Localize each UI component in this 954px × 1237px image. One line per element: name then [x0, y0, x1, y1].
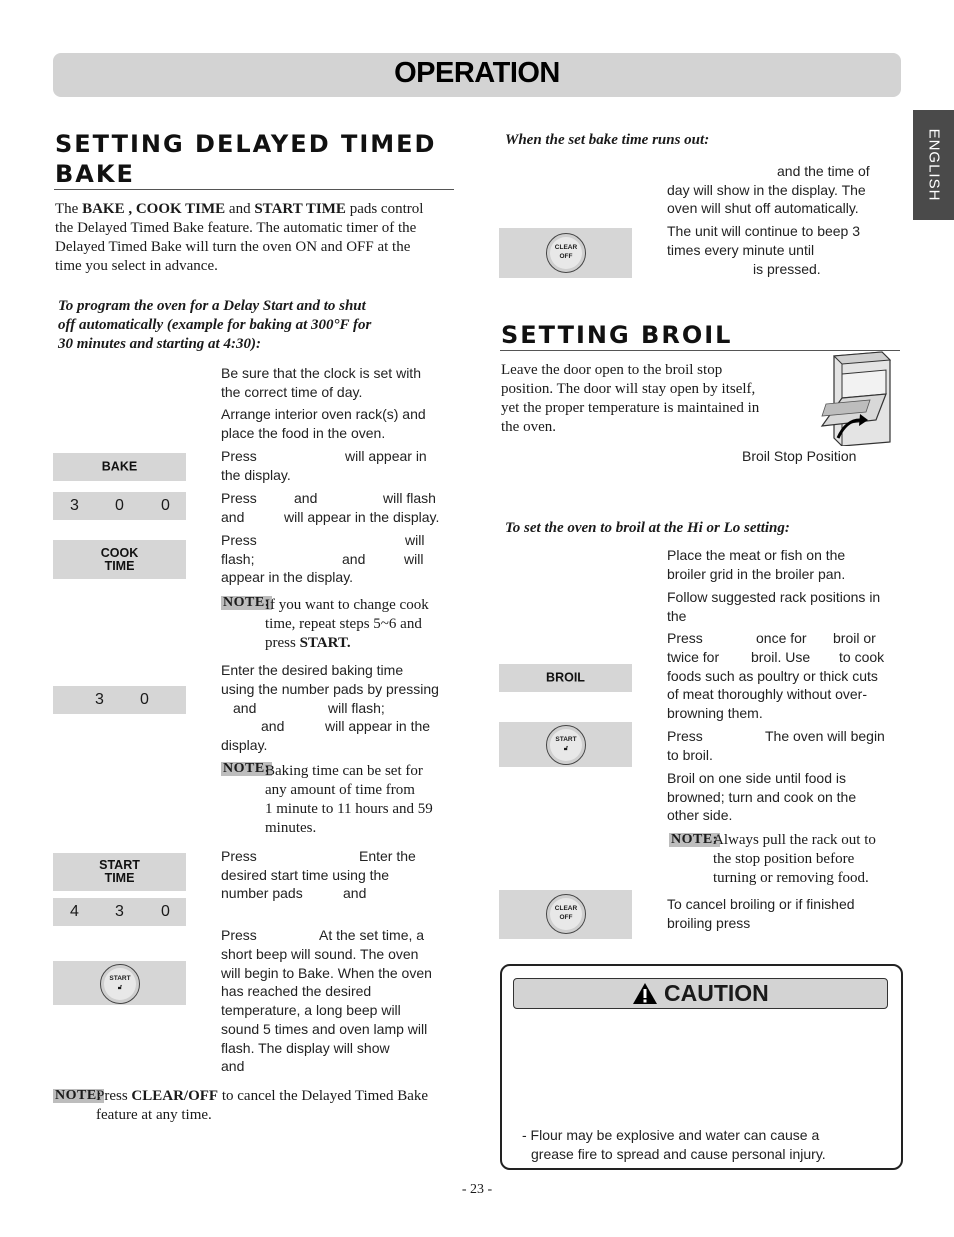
start-button[interactable]: START 🔓︎	[100, 964, 140, 1004]
digit-3: 3	[95, 691, 104, 708]
note-pull-rack: NOTE: Always pull the rack out to the stop position before turning or removing food.	[671, 832, 876, 886]
program-heading: To program the oven for a Delay Start and to shut off automatically (example for baking at 300°F for 30 minutes and starting at 4:30):	[58, 298, 372, 352]
oven-broil-stop-illustration	[816, 350, 892, 446]
clear-off-pad[interactable]	[499, 228, 632, 278]
warning-triangle-icon	[632, 982, 658, 1005]
broil-step-2: Follow suggested rack positions in the	[667, 589, 881, 624]
language-tab	[913, 110, 954, 220]
lock-icon: 🔓︎	[117, 984, 123, 991]
step-1: Be sure that the clock is set with the correct time of day.	[221, 365, 421, 400]
step-6: Enter the desired baking time using the number pads by pressing and will flash; and will appear in the display.	[221, 662, 439, 753]
digit-4: 4	[70, 903, 79, 920]
cook-time-pad[interactable]: COOK TIME	[53, 540, 186, 579]
step-3: Press will appear in the display.	[221, 448, 427, 483]
section-title-delayed-bake-line2: BAKE	[55, 160, 135, 188]
section-title-broil: SETTING BROIL	[501, 321, 733, 349]
start-pad[interactable]	[499, 722, 632, 767]
section-title-delayed-bake-line1: SETTING DELAYED TIMED	[55, 130, 437, 158]
intro-paragraph: The BAKE , COOK TIME and START TIME pads control the Delayed Timed Bake feature. The automatic timer of the Delayed Timed Bake will turn the oven ON and OFF at the time you select in advance.	[55, 201, 424, 274]
digit-0: 0	[140, 691, 149, 708]
language-tab-label: ENGLISH	[925, 128, 942, 202]
digit-0: 0	[161, 903, 170, 920]
section-rule	[54, 189, 454, 190]
caution-title: CAUTION	[664, 980, 769, 1006]
clear-off-button[interactable]: CLEAR OFF	[546, 233, 586, 273]
note-baking-time-range: NOTE: Baking time can be set for any amount of time from 1 minute to 11 hours and 59 minutes.	[223, 761, 433, 836]
clear-off-pad[interactable]	[499, 890, 632, 939]
step-4: Press and will flash and will appear in the display.	[221, 490, 440, 525]
broil-heading: To set the oven to broil at the Hi or Lo setting:	[505, 520, 790, 536]
start-pad[interactable]	[53, 961, 186, 1005]
note-label: NOTE:	[55, 1088, 102, 1103]
broil-step-1: Place the meat or fish on the broiler grid in the broiler pan.	[667, 547, 846, 582]
broil-intro: Leave the door open to the broil stop position. The door will stay open by itself, yet the proper temperature is maintained in the oven.	[501, 362, 760, 435]
page-header-bar	[53, 53, 901, 97]
broil-pad[interactable]: BROIL	[499, 664, 632, 692]
step-2: Arrange interior oven rack(s) and place the food in the oven.	[221, 406, 426, 441]
start-time-pad[interactable]: START TIME	[53, 853, 186, 891]
broil-step-5: Broil on one side until food is browned; turn and cook on the other side.	[667, 770, 857, 823]
step-5: Press will flash; and will appear in the display.	[221, 532, 425, 585]
digit-3: 3	[115, 903, 124, 920]
broil-step-3: Press once for broil or twice for broil. Use to cook foods such as poultry or thick cuts of meat thoroughly without over- browning them.	[667, 630, 885, 721]
broil-step-6: To cancel broiling or if finished broiling press	[667, 896, 855, 931]
number-pads-430[interactable]	[53, 898, 186, 926]
number-pads-300[interactable]	[53, 492, 186, 520]
runs-out-text: and the time of day will show in the display. The oven will shut off automatically. The unit will continue to beep 3 times every minute until is pressed.	[667, 163, 870, 277]
lock-icon: 🔓︎	[563, 745, 569, 752]
note-clear-off: NOTE: Press CLEAR/OFF to cancel the Delayed Timed Bake feature at any time.	[55, 1088, 429, 1123]
step-7: Press Enter the desired start time using the number pads and	[221, 848, 416, 901]
page-number: - 23 -	[461, 1182, 493, 1197]
digit-3: 3	[70, 497, 79, 514]
note-label: NOTE:	[671, 832, 718, 847]
broil-stop-caption: Broil Stop Position	[742, 448, 857, 464]
start-button[interactable]: START 🔓︎	[546, 725, 586, 765]
caution-header	[513, 978, 888, 1009]
page-title: OPERATION	[394, 57, 560, 89]
step-8: Press At the set time, a short beep will sound. The oven will begin to Bake. When the oven has reached the desired temperature, a long beep will sound 5 times and oven lamp will flash. The display will show and	[221, 927, 432, 1074]
number-pads-30[interactable]	[53, 686, 186, 714]
note-label: NOTE:	[223, 595, 270, 610]
digit-0: 0	[161, 497, 170, 514]
note-label: NOTE:	[223, 761, 270, 776]
caution-text: - Flour may be explosive and water can cause a grease fire to spread and cause personal injury.	[522, 1127, 826, 1162]
digit-0: 0	[115, 497, 124, 514]
clear-off-button[interactable]: CLEAR OFF	[546, 894, 586, 934]
broil-step-4: Press The oven will begin to broil.	[667, 728, 885, 763]
bake-pad[interactable]: BAKE	[53, 453, 186, 481]
note-change-cook-time: NOTE: If you want to change cook time, repeat steps 5~6 and press START.	[223, 595, 429, 651]
runs-out-heading: When the set bake time runs out:	[505, 132, 710, 148]
